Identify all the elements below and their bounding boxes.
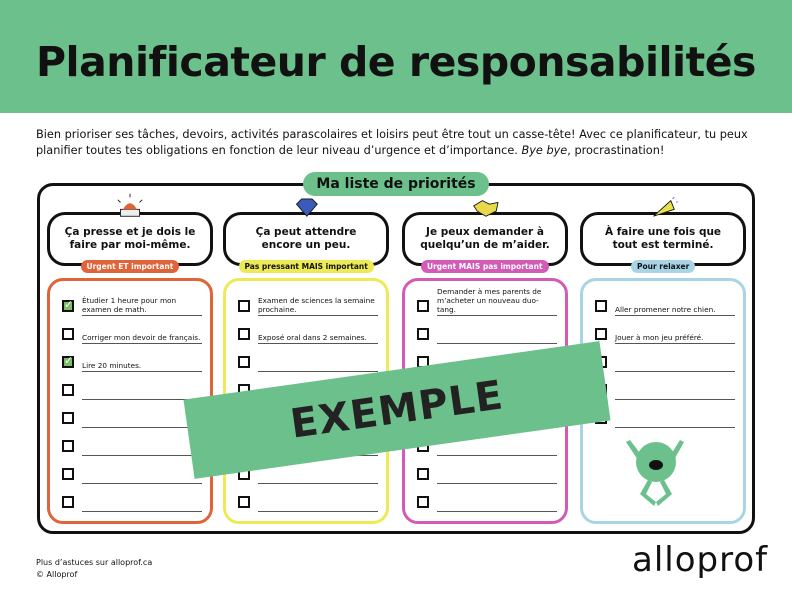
intro-main: Bien prioriser ses tâches, devoirs, activités parascolaires et loisirs peut être tout un casse-tête! Avec ce planificateur, tu peux planifier toutes tes obligations en fonction de leur niveau d’urgence et d’importance. — [36, 128, 748, 157]
task-text[interactable] — [615, 370, 735, 372]
task-text[interactable] — [437, 510, 557, 512]
column-heading: À faire une fois que tout est terminé. — [580, 212, 746, 266]
task-checkbox[interactable] — [238, 496, 250, 508]
task-text[interactable]: Étudier 1 heure pour mon examen de math. — [82, 296, 202, 316]
task-checkbox[interactable] — [417, 328, 429, 340]
task-checkbox[interactable] — [62, 300, 74, 312]
priority-tag: Urgent ET important — [81, 260, 180, 273]
task-text[interactable] — [615, 426, 735, 428]
task-text[interactable] — [258, 370, 378, 372]
task-text[interactable]: Demander à mes parents de m’acheter un nouveau duo-tang. — [437, 287, 557, 316]
intro-text — [36, 127, 766, 159]
task-row — [62, 464, 202, 484]
task-row — [595, 380, 735, 400]
task-checkbox[interactable] — [238, 300, 250, 312]
task-checkbox[interactable] — [62, 328, 74, 340]
task-row — [62, 492, 202, 512]
task-row — [62, 352, 202, 372]
task-row — [417, 464, 557, 484]
party-hat-icon — [647, 192, 679, 218]
column-heading: Ça presse et je dois le faire par moi-même. — [47, 212, 213, 266]
task-checkbox[interactable] — [62, 440, 74, 452]
task-text[interactable] — [82, 482, 202, 484]
task-row — [595, 352, 735, 372]
task-row — [238, 296, 378, 316]
task-row — [238, 352, 378, 372]
task-row — [417, 287, 557, 316]
page-title: Planificateur de responsabilités — [36, 38, 756, 86]
task-row — [62, 324, 202, 344]
task-checkbox[interactable] — [238, 328, 250, 340]
task-row — [595, 296, 735, 316]
task-text[interactable] — [437, 482, 557, 484]
task-text[interactable] — [437, 454, 557, 456]
task-checkbox[interactable] — [62, 356, 74, 368]
task-text[interactable] — [437, 342, 557, 344]
header-banner — [0, 0, 792, 113]
task-row — [62, 408, 202, 428]
column-heading: Je peux demander à quelqu’un de m’aider. — [402, 212, 568, 266]
handshake-icon — [469, 192, 501, 218]
task-text[interactable] — [615, 398, 735, 400]
task-checkbox[interactable] — [62, 412, 74, 424]
copyright: © Alloprof — [36, 570, 78, 579]
task-text[interactable] — [82, 426, 202, 428]
task-text[interactable]: Examen de sciences la semaine prochaine. — [258, 296, 378, 316]
siren-icon — [114, 192, 146, 218]
priority-tag: Pas pressant MAIS important — [239, 260, 374, 273]
example-banner: EXEMPLE — [183, 341, 610, 479]
task-checkbox[interactable] — [62, 496, 74, 508]
footer — [36, 557, 152, 581]
mascot-icon — [620, 432, 690, 512]
task-text[interactable] — [82, 454, 202, 456]
alloprof-logo: alloprof — [632, 540, 769, 580]
task-checkbox[interactable] — [62, 384, 74, 396]
task-row — [595, 324, 735, 344]
task-row — [595, 408, 735, 428]
intro-tail: , procrastination! — [567, 144, 665, 157]
task-checkbox[interactable] — [62, 468, 74, 480]
task-row — [417, 324, 557, 344]
task-row — [417, 492, 557, 512]
priority-tag: Urgent MAIS pas important — [421, 260, 549, 273]
task-text[interactable] — [258, 510, 378, 512]
column-heading: Ça peut attendre encore un peu. — [223, 212, 389, 266]
task-text[interactable]: Lire 20 minutes. — [82, 361, 202, 372]
task-text[interactable]: Corriger mon devoir de français. — [82, 333, 201, 342]
task-text[interactable]: Jouer à mon jeu préféré. — [615, 333, 735, 344]
intro-italic: Bye bye — [521, 144, 568, 157]
task-checkbox[interactable] — [417, 468, 429, 480]
task-checkbox[interactable] — [417, 496, 429, 508]
task-row — [238, 324, 378, 344]
priority-tag: Pour relaxer — [631, 260, 695, 273]
task-checkbox[interactable] — [595, 300, 607, 312]
task-checkbox[interactable] — [595, 328, 607, 340]
task-row — [62, 380, 202, 400]
task-checkbox[interactable] — [238, 356, 250, 368]
footer-link[interactable]: Plus d’astuces sur alloprof.ca — [36, 558, 153, 567]
task-text[interactable]: Aller promener notre chien. — [615, 305, 735, 316]
task-row — [62, 296, 202, 316]
task-text[interactable]: Exposé oral dans 2 semaines. — [258, 333, 378, 344]
task-checkbox[interactable] — [417, 300, 429, 312]
board-title: Ma liste de priorités — [303, 172, 489, 196]
task-row — [238, 492, 378, 512]
task-row — [62, 436, 202, 456]
task-text[interactable] — [82, 510, 202, 512]
diamond-icon — [290, 192, 322, 218]
task-text[interactable] — [258, 482, 378, 484]
